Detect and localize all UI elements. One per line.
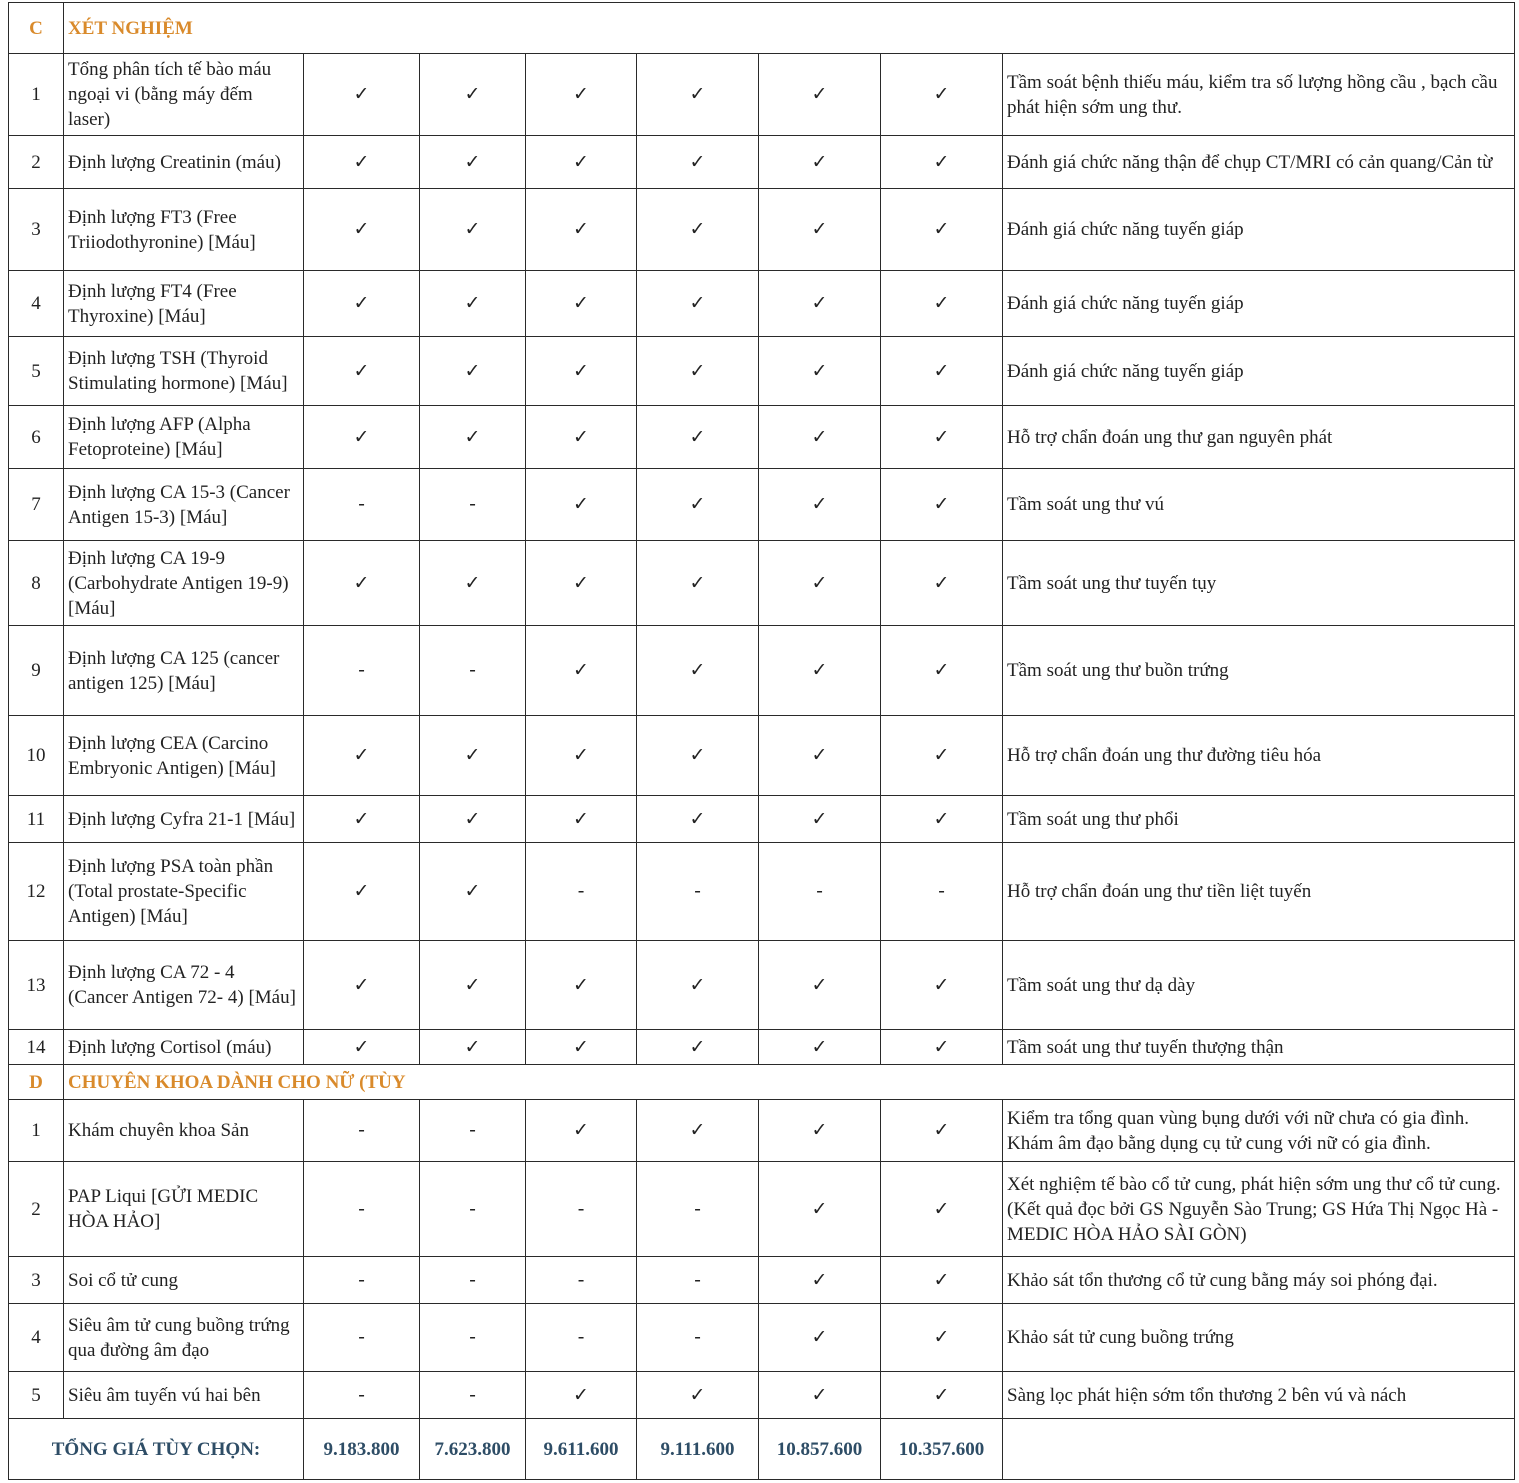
total-price: 9.611.600 (526, 1419, 637, 1480)
check-icon: ✓ (637, 1100, 759, 1162)
not-included-dash: - (420, 626, 526, 716)
not-included-dash: - (420, 1100, 526, 1162)
check-icon: ✓ (526, 136, 637, 189)
check-icon: ✓ (526, 1100, 637, 1162)
check-icon: ✓ (759, 541, 881, 626)
check-icon: ✓ (881, 626, 1003, 716)
table-row (9, 1304, 1515, 1372)
row-number: 2 (9, 1162, 64, 1257)
check-icon: ✓ (304, 1030, 420, 1065)
test-name: Soi cổ tử cung (64, 1257, 304, 1304)
check-icon: ✓ (637, 136, 759, 189)
check-icon: ✓ (759, 626, 881, 716)
test-description: Tầm soát ung thư buồn trứng (1003, 626, 1515, 716)
not-included-dash: - (304, 1100, 420, 1162)
section-letter: C (9, 3, 64, 54)
check-icon: ✓ (420, 843, 526, 941)
check-icon: ✓ (881, 796, 1003, 843)
total-empty (1003, 1419, 1515, 1480)
table-row (9, 469, 1515, 541)
check-icon: ✓ (526, 189, 637, 271)
test-name: Định lượng FT3 (Free Triiodothyronine) [Máu] (64, 189, 304, 271)
check-icon: ✓ (526, 716, 637, 796)
section-title: CHUYÊN KHOA DÀNH CHO NỮ (TÙY (64, 1065, 304, 1100)
table-row (9, 843, 1515, 941)
test-name: Định lượng CA 19-9 (Carbohydrate Antigen 19-9) [Máu] (64, 541, 304, 626)
check-icon: ✓ (420, 54, 526, 136)
table-row (9, 271, 1515, 337)
check-icon: ✓ (759, 1100, 881, 1162)
not-included-dash: - (304, 626, 420, 716)
test-name: Định lượng PSA toàn phần (Total prostate-Specific Antigen) [Máu] (64, 843, 304, 941)
check-icon: ✓ (637, 541, 759, 626)
test-name: Định lượng Cyfra 21-1 [Máu] (64, 796, 304, 843)
table-row (9, 1162, 1515, 1257)
not-included-dash: - (420, 1304, 526, 1372)
row-number: 6 (9, 406, 64, 469)
check-icon: ✓ (881, 1257, 1003, 1304)
row-number: 3 (9, 1257, 64, 1304)
table-row (9, 406, 1515, 469)
test-name: Định lượng CA 125 (cancer antigen 125) [Máu] (64, 626, 304, 716)
test-description: Đánh giá chức năng tuyến giáp (1003, 189, 1515, 271)
check-icon: ✓ (881, 189, 1003, 271)
check-icon: ✓ (881, 469, 1003, 541)
row-number: 1 (9, 54, 64, 136)
check-icon: ✓ (304, 941, 420, 1030)
test-name: Khám chuyên khoa Sản (64, 1100, 304, 1162)
table-row (9, 54, 1515, 136)
table-row (9, 626, 1515, 716)
section-title: XÉT NGHIỆM (64, 3, 304, 54)
table-row (9, 1257, 1515, 1304)
row-number: 3 (9, 189, 64, 271)
check-icon: ✓ (526, 541, 637, 626)
not-included-dash: - (304, 1304, 420, 1372)
test-name: Siêu âm tuyến vú hai bên (64, 1372, 304, 1419)
check-icon: ✓ (304, 406, 420, 469)
test-name: Định lượng TSH (Thyroid Stimulating hormone) [Máu] (64, 337, 304, 406)
test-name: Định lượng FT4 (Free Thyroxine) [Máu] (64, 271, 304, 337)
not-included-dash: - (304, 1372, 420, 1419)
check-icon: ✓ (637, 271, 759, 337)
check-icon: ✓ (420, 716, 526, 796)
test-description: Sàng lọc phát hiện sớm tổn thương 2 bên vú và nách (1003, 1372, 1515, 1419)
test-description: Đánh giá chức năng thận để chụp CT/MRI có cản quang/Cản từ (1003, 136, 1515, 189)
check-icon: ✓ (759, 271, 881, 337)
check-icon: ✓ (526, 626, 637, 716)
check-icon: ✓ (526, 1030, 637, 1065)
check-icon: ✓ (304, 271, 420, 337)
row-number: 5 (9, 337, 64, 406)
check-icon: ✓ (637, 189, 759, 271)
check-icon: ✓ (759, 716, 881, 796)
not-included-dash: - (526, 1162, 637, 1257)
table-row (9, 541, 1515, 626)
check-icon: ✓ (637, 1030, 759, 1065)
check-icon: ✓ (420, 189, 526, 271)
section-fill (304, 3, 1515, 54)
check-icon: ✓ (759, 1162, 881, 1257)
table-row (9, 796, 1515, 843)
check-icon: ✓ (759, 941, 881, 1030)
not-included-dash: - (420, 469, 526, 541)
table-row (9, 1030, 1515, 1065)
check-icon: ✓ (304, 796, 420, 843)
check-icon: ✓ (881, 1162, 1003, 1257)
check-icon: ✓ (637, 54, 759, 136)
test-description: Tầm soát ung thư tuyến tụy (1003, 541, 1515, 626)
check-icon: ✓ (881, 1030, 1003, 1065)
check-icon: ✓ (526, 337, 637, 406)
row-number: 12 (9, 843, 64, 941)
test-name: Định lượng AFP (Alpha Fetoproteine) [Máu] (64, 406, 304, 469)
row-number: 2 (9, 136, 64, 189)
check-icon: ✓ (881, 337, 1003, 406)
section-fill (304, 1065, 1515, 1100)
not-included-dash: - (526, 843, 637, 941)
check-icon: ✓ (881, 1100, 1003, 1162)
check-icon: ✓ (304, 189, 420, 271)
check-icon: ✓ (637, 1372, 759, 1419)
test-name: Định lượng CEA (Carcino Embryonic Antigen) [Máu] (64, 716, 304, 796)
test-description: Hỗ trợ chẩn đoán ung thư gan nguyên phát (1003, 406, 1515, 469)
test-description: Hỗ trợ chẩn đoán ung thư đường tiêu hóa (1003, 716, 1515, 796)
test-name: Định lượng CA 72 - 4 (Cancer Antigen 72- 4) [Máu] (64, 941, 304, 1030)
check-icon: ✓ (759, 1304, 881, 1372)
check-icon: ✓ (637, 626, 759, 716)
check-icon: ✓ (526, 796, 637, 843)
section-header-row (9, 1065, 1515, 1100)
row-number: 1 (9, 1100, 64, 1162)
check-icon: ✓ (759, 469, 881, 541)
test-name: Định lượng Creatinin (máu) (64, 136, 304, 189)
check-icon: ✓ (759, 1257, 881, 1304)
check-icon: ✓ (759, 1030, 881, 1065)
not-included-dash: - (759, 843, 881, 941)
check-icon: ✓ (759, 54, 881, 136)
not-included-dash: - (637, 1304, 759, 1372)
row-number: 11 (9, 796, 64, 843)
total-price: 9.183.800 (304, 1419, 420, 1480)
table-row (9, 189, 1515, 271)
section-letter: D (9, 1065, 64, 1100)
check-icon: ✓ (526, 271, 637, 337)
not-included-dash: - (637, 1162, 759, 1257)
table-row (9, 337, 1515, 406)
check-icon: ✓ (420, 796, 526, 843)
test-description: Kiểm tra tổng quan vùng bụng dưới với nữ chưa có gia đình. Khám âm đạo bằng dụng cụ tử cung với nữ có gia đình. (1003, 1100, 1515, 1162)
check-icon: ✓ (881, 136, 1003, 189)
table-row (9, 716, 1515, 796)
check-icon: ✓ (304, 54, 420, 136)
test-description: Tầm soát ung thư dạ dày (1003, 941, 1515, 1030)
check-icon: ✓ (304, 541, 420, 626)
row-number: 9 (9, 626, 64, 716)
total-label: TỔNG GIÁ TÙY CHỌN: (9, 1419, 304, 1480)
row-number: 14 (9, 1030, 64, 1065)
check-icon: ✓ (637, 796, 759, 843)
check-icon: ✓ (420, 271, 526, 337)
test-name: Tổng phân tích tế bào máu ngoại vi (bằng máy đếm laser) (64, 54, 304, 136)
test-description: Khảo sát tử cung buồng trứng (1003, 1304, 1515, 1372)
check-icon: ✓ (526, 469, 637, 541)
row-number: 4 (9, 1304, 64, 1372)
check-icon: ✓ (304, 843, 420, 941)
check-icon: ✓ (759, 136, 881, 189)
check-icon: ✓ (637, 337, 759, 406)
check-icon: ✓ (881, 941, 1003, 1030)
test-name: Định lượng Cortisol (máu) (64, 1030, 304, 1065)
test-name: Siêu âm tử cung buồng trứng qua đường âm đạo (64, 1304, 304, 1372)
row-number: 5 (9, 1372, 64, 1419)
not-included-dash: - (637, 843, 759, 941)
check-icon: ✓ (304, 136, 420, 189)
check-icon: ✓ (759, 796, 881, 843)
not-included-dash: - (304, 469, 420, 541)
row-number: 10 (9, 716, 64, 796)
check-icon: ✓ (637, 469, 759, 541)
not-included-dash: - (420, 1257, 526, 1304)
row-number: 8 (9, 541, 64, 626)
test-description: Đánh giá chức năng tuyến giáp (1003, 271, 1515, 337)
check-icon: ✓ (420, 541, 526, 626)
total-price: 7.623.800 (420, 1419, 526, 1480)
check-icon: ✓ (881, 1372, 1003, 1419)
total-row (9, 1419, 1515, 1480)
test-description: Khảo sát tổn thương cổ tử cung bằng máy soi phóng đại. (1003, 1257, 1515, 1304)
row-number: 7 (9, 469, 64, 541)
row-number: 13 (9, 941, 64, 1030)
test-description: Tầm soát ung thư phổi (1003, 796, 1515, 843)
test-description: Tầm soát ung thư tuyến thượng thận (1003, 1030, 1515, 1065)
table-row (9, 941, 1515, 1030)
check-icon: ✓ (420, 1030, 526, 1065)
check-icon: ✓ (637, 406, 759, 469)
total-price: 10.857.600 (759, 1419, 881, 1480)
check-icon: ✓ (420, 136, 526, 189)
total-price: 10.357.600 (881, 1419, 1003, 1480)
check-icon: ✓ (759, 1372, 881, 1419)
check-icon: ✓ (881, 406, 1003, 469)
check-icon: ✓ (881, 54, 1003, 136)
test-name: PAP Liqui [GỬI MEDIC HÒA HẢO] (64, 1162, 304, 1257)
table-row (9, 1372, 1515, 1419)
check-icon: ✓ (526, 406, 637, 469)
check-icon: ✓ (637, 716, 759, 796)
check-icon: ✓ (304, 337, 420, 406)
check-icon: ✓ (526, 1372, 637, 1419)
row-number: 4 (9, 271, 64, 337)
check-icon: ✓ (759, 189, 881, 271)
check-icon: ✓ (526, 941, 637, 1030)
check-icon: ✓ (420, 337, 526, 406)
test-description: Hỗ trợ chẩn đoán ung thư tiền liệt tuyến (1003, 843, 1515, 941)
section-header-row (9, 3, 1515, 54)
test-description: Đánh giá chức năng tuyến giáp (1003, 337, 1515, 406)
check-icon: ✓ (420, 406, 526, 469)
check-icon: ✓ (420, 941, 526, 1030)
table-row (9, 136, 1515, 189)
check-icon: ✓ (304, 716, 420, 796)
test-description: Tầm soát bệnh thiếu máu, kiểm tra số lượng hồng cầu , bạch cầu phát hiện sớm ung thư. (1003, 54, 1515, 136)
not-included-dash: - (420, 1372, 526, 1419)
check-icon: ✓ (881, 271, 1003, 337)
not-included-dash: - (304, 1257, 420, 1304)
check-icon: ✓ (881, 541, 1003, 626)
not-included-dash: - (526, 1257, 637, 1304)
package-comparison-table (8, 2, 1515, 1480)
check-icon: ✓ (637, 941, 759, 1030)
not-included-dash: - (881, 843, 1003, 941)
check-icon: ✓ (759, 406, 881, 469)
not-included-dash: - (637, 1257, 759, 1304)
check-icon: ✓ (526, 54, 637, 136)
total-price: 9.111.600 (637, 1419, 759, 1480)
not-included-dash: - (420, 1162, 526, 1257)
check-icon: ✓ (759, 337, 881, 406)
test-description: Xét nghiệm tế bào cổ tử cung, phát hiện sớm ung thư cổ tử cung. (Kết quả đọc bởi GS Nguyễn Sào Trung; GS Hứa Thị Ngọc Hà - MEDIC HÒA HẢO SÀI GÒN) (1003, 1162, 1515, 1257)
test-description: Tầm soát ung thư vú (1003, 469, 1515, 541)
check-icon: ✓ (881, 716, 1003, 796)
not-included-dash: - (526, 1304, 637, 1372)
check-icon: ✓ (881, 1304, 1003, 1372)
test-name: Định lượng CA 15-3 (Cancer Antigen 15-3) [Máu] (64, 469, 304, 541)
table-row (9, 1100, 1515, 1162)
not-included-dash: - (304, 1162, 420, 1257)
